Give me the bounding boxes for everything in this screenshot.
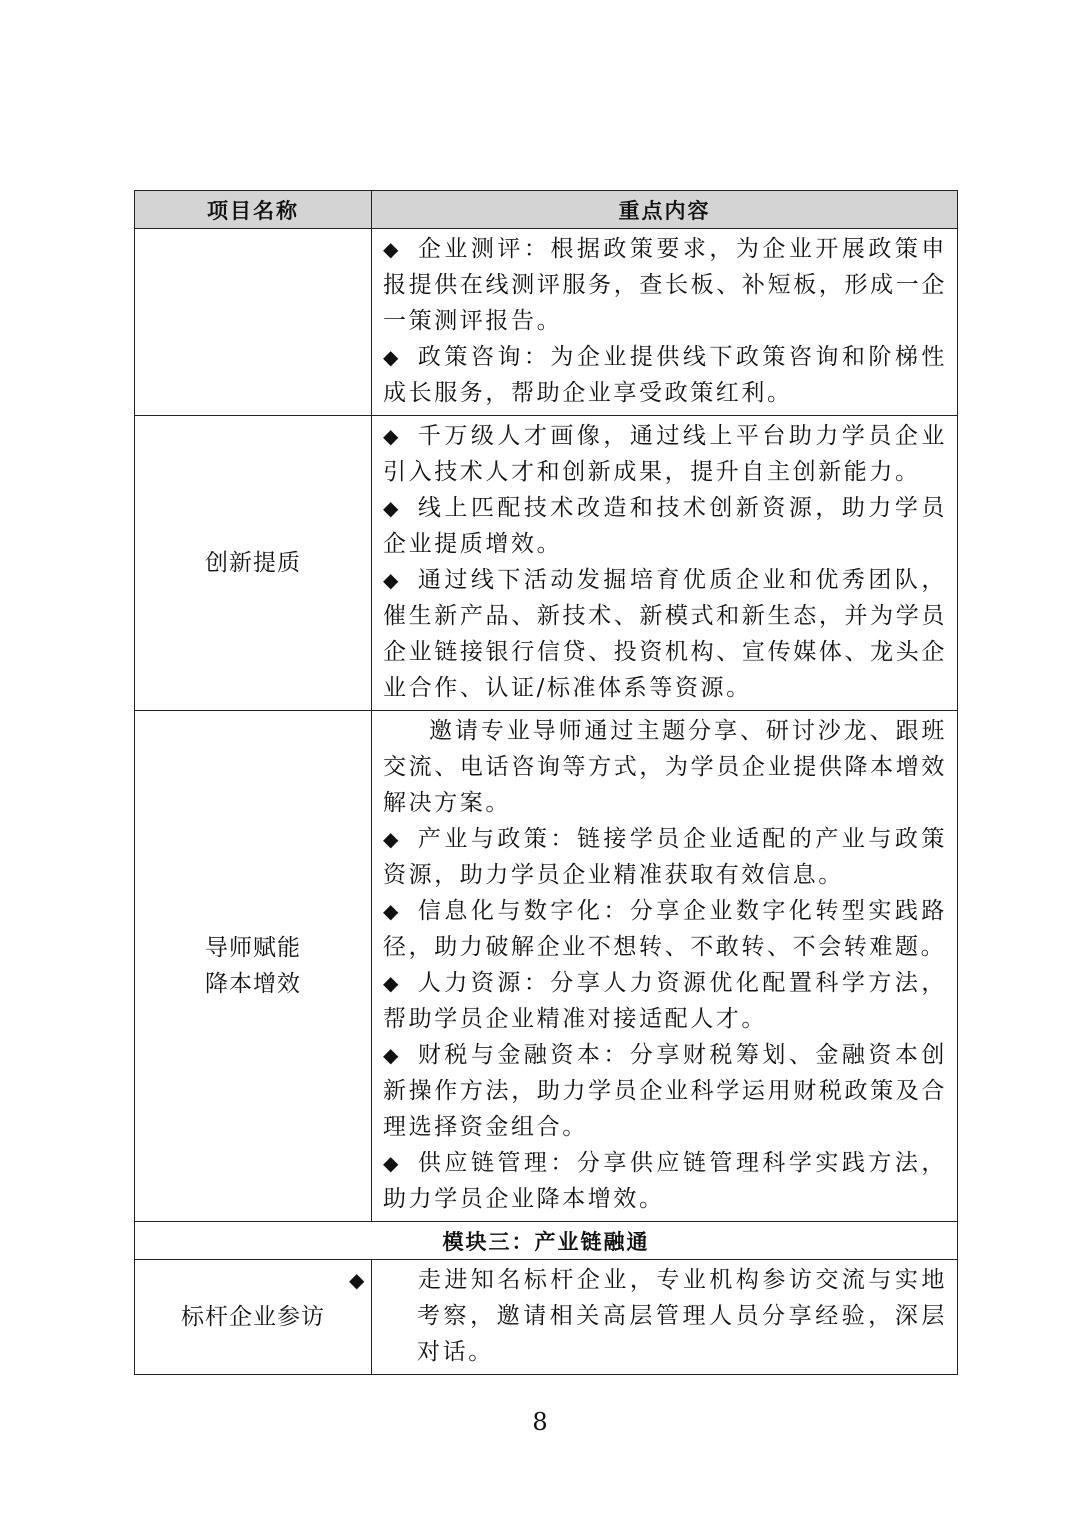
header-project-name: 项目名称 [135, 191, 372, 229]
row-content-cell [372, 416, 958, 711]
diamond-bullet-icon: ◆ [383, 827, 399, 851]
row-name-cell [135, 711, 372, 1222]
row-content-cell [372, 711, 958, 1222]
table-row [135, 1260, 958, 1375]
content-paragraph: ◆ 走进知名标杆企业，专业机构参访交流与实地考察，邀请相关高层管理人员分享经验，深层对话。 [383, 1262, 947, 1370]
content-paragraph: ◆ 信息化与数字化：分享企业数字化转型实践路径，助力破解企业不想转、不敢转、不会转难题。 [383, 893, 947, 965]
diamond-bullet-icon: ◆ [383, 496, 399, 520]
row-name-cell [135, 229, 372, 416]
row-name-line: 导师赋能 [205, 935, 301, 961]
content-paragraph: ◆ 供应链管理：分享供应链管理科学实践方法，助力学员企业降本增效。 [383, 1145, 947, 1217]
diamond-bullet-icon: ◆ [383, 899, 399, 923]
row-content-cell [349, 1260, 958, 1375]
row-name-cell [135, 1260, 372, 1375]
content-paragraph: ◆ 政策咨询：为企业提供线下政策咨询和阶梯性成长服务，帮助企业享受政策红利。 [383, 339, 947, 411]
section-title: 模块三：产业链融通 [135, 1222, 958, 1260]
row-name-line: 降本增效 [205, 971, 301, 997]
table-header-row [135, 191, 958, 229]
row-name-line: 创新提质 [205, 550, 301, 576]
diamond-bullet-icon: ◆ [383, 424, 399, 448]
section-row [135, 1222, 958, 1260]
content-intro-paragraph: 邀请专业导师通过主题分享、研讨沙龙、跟班交流、电话咨询等方式，为学员企业提供降本增效解决方案。 [383, 718, 947, 816]
content-paragraph: ◆ 产业与政策：链接学员企业适配的产业与政策资源，助力学员企业精准获取有效信息。 [383, 821, 947, 893]
row-name-cell [135, 416, 372, 711]
diamond-bullet-icon: ◆ [349, 1268, 365, 1292]
content-paragraph: ◆ 千万级人才画像，通过线上平台助力学员企业引入技术人才和创新成果，提升自主创新能力。 [383, 418, 947, 490]
table-row [135, 416, 958, 711]
diamond-bullet-icon: ◆ [383, 237, 399, 261]
table-row [135, 711, 958, 1222]
content-paragraph: ◆ 通过线下活动发掘培育优质企业和优秀团队，催生新产品、新技术、新模式和新生态，并为学员企业链接银行信贷、投资机构、宣传媒体、龙头企业合作、认证/标准体系等资源。 [383, 562, 947, 706]
diamond-bullet-icon: ◆ [383, 1151, 399, 1175]
header-key-content: 重点内容 [372, 191, 958, 229]
content-paragraph: ◆ 人力资源：分享人力资源优化配置科学方法，帮助学员企业精准对接适配人才。 [383, 965, 947, 1037]
diamond-bullet-icon: ◆ [383, 345, 399, 369]
diamond-bullet-icon: ◆ [383, 971, 399, 995]
table-row [135, 229, 958, 416]
diamond-bullet-icon: ◆ [383, 568, 399, 592]
diamond-bullet-icon: ◆ [383, 1043, 399, 1067]
row-name-line: 标杆企业参访 [181, 1304, 325, 1330]
page-number: 8 [532, 1408, 548, 1436]
content-table [134, 190, 958, 1375]
row-content-cell [372, 229, 958, 416]
content-paragraph: ◆ 财税与金融资本：分享财税筹划、金融资本创新操作方法，助力学员企业科学运用财税政策及合理选择资金组合。 [383, 1037, 947, 1145]
content-paragraph: ◆ 线上匹配技术改造和技术创新资源，助力学员企业提质增效。 [383, 490, 947, 562]
content-paragraph: ◆ 企业测评：根据政策要求，为企业开展政策申报提供在线测评服务，查长板、补短板，形成一企一策测评报告。 [383, 231, 947, 339]
